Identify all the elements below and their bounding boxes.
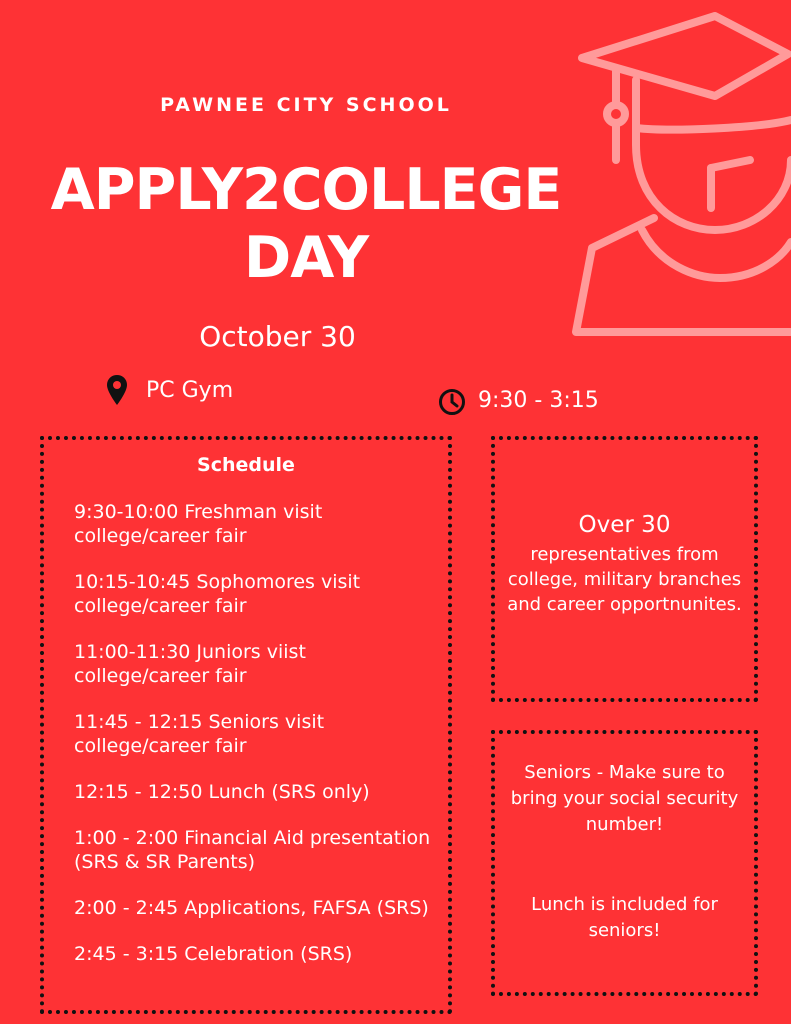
- school-name: PAWNEE CITY SCHOOL: [160, 94, 452, 116]
- schedule-item: 11:45 - 12:15 Seniors visit college/career fair: [74, 711, 325, 757]
- event-date: October 30: [199, 320, 356, 353]
- map-pin-icon: [106, 374, 128, 406]
- event-location: PC Gym: [146, 378, 234, 403]
- event-title-line1: APPLY2COLLEGE: [50, 157, 562, 223]
- representatives-headline: Over 30: [578, 512, 671, 538]
- schedule-item: 2:45 - 3:15 Celebration (SRS): [74, 943, 353, 965]
- schedule-item: 2:00 - 2:45 Applications, FAFSA (SRS): [74, 897, 429, 919]
- seniors-note: Seniors - Make sure to bring your social security number!: [510, 762, 739, 835]
- schedule-title: Schedule: [197, 454, 295, 476]
- schedule-item: 9:30-10:00 Freshman visit college/career fair: [74, 501, 323, 547]
- clock-icon: [438, 388, 466, 416]
- schedule-item: 11:00-11:30 Juniors viist college/career fair: [74, 641, 306, 687]
- schedule-item: 12:15 - 12:50 Lunch (SRS only): [74, 781, 370, 803]
- event-title: [0, 156, 612, 292]
- representatives-body: representatives from college, military branches and career opportnunites.: [507, 544, 742, 615]
- lunch-note: Lunch is included for seniors!: [531, 894, 718, 941]
- schedule-item: 1:00 - 2:00 Financial Aid presentation (SRS & SR Parents): [74, 827, 431, 873]
- schedule-item: 10:15-10:45 Sophomores visit college/career fair: [74, 571, 361, 617]
- event-title-line2: DAY: [243, 225, 369, 291]
- schedule-list: [74, 500, 446, 988]
- event-time: 9:30 - 3:15: [478, 388, 599, 413]
